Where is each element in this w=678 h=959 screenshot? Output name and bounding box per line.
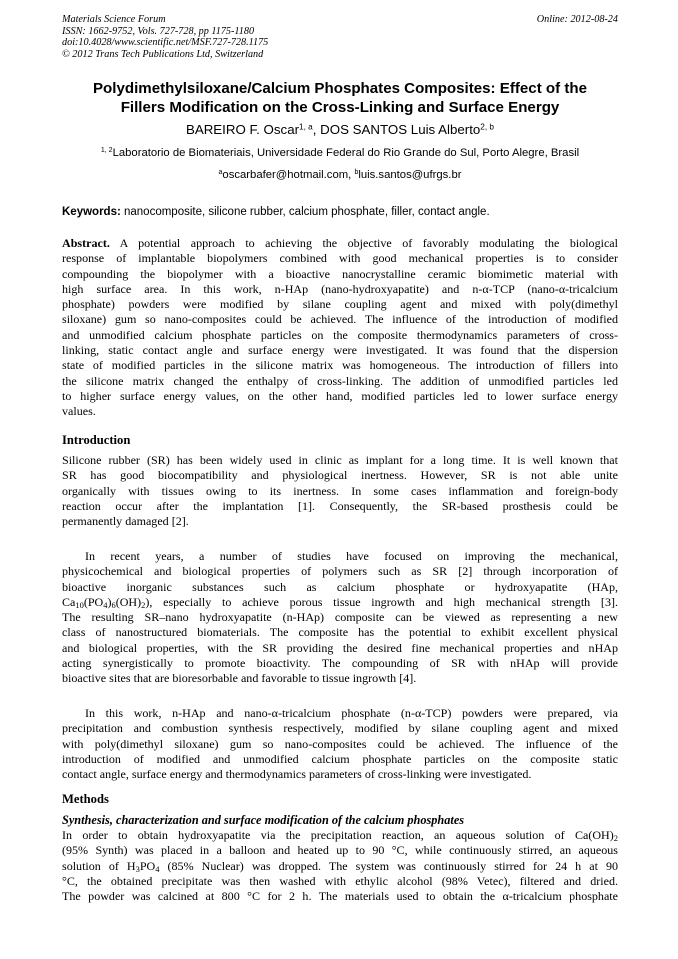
abstract-line: linking, static contact angle and surface energy were investigated. It was found that the dispersion — [62, 343, 618, 358]
author-list — [62, 121, 618, 139]
abstract-line: the silicone matrix changed the enthalpy of cross-linking. The addition of unmodified particles led — [62, 373, 618, 388]
paragraph-line: solution of $H_3PO_4$ (85% Nuclear) was dropped. The system was continuously stirred for 24 h at 90 — [62, 858, 618, 874]
author-1-sup: 1, a — [299, 122, 313, 132]
formula-line: $Ca_{10}(PO_4)_6(OH)_2$), especially to achieve porous tissue ingrowth and high mechanical strength [3]. — [62, 594, 618, 610]
abstract-line: response of implantable biopolymers combined with good mechanical properties is to consider — [62, 251, 618, 266]
abstract-line: Abstract. A potential approach to achieving the objective of favorably modulating the biological — [62, 236, 618, 250]
paragraph-line: and biological properties, with the SR providing the desired fine mechanical properties and nHAp — [62, 640, 618, 655]
abstract-label: Abstract. — [62, 236, 110, 250]
abstract-line: compounding the biopolymer with a bioactive nanocrystalline ceramic biomimetic material with — [62, 266, 618, 281]
paragraph-line: organically with tissues owing to its inertness. In some cases inflammation and foreign-body — [62, 483, 618, 498]
paragraph-line: The powder was calcined at 800 °C for 2 h. The materials used to obtain the α-tricalcium phosphate — [62, 889, 618, 904]
paper-title — [62, 79, 618, 117]
paragraph-line: permanently damaged [2]. — [62, 514, 189, 529]
paragraph-line: In this work, n-HAp and nano-α-tricalcium phosphate (n-α-TCP) powders were prepared, via — [85, 706, 618, 720]
paragraph-line: Silicone rubber (SR) has been widely used in clinic as implant for a long time. It is well known that — [62, 453, 618, 467]
paragraph-line: bioactive sites that are bioresorbable and favorable to tissue ingrowth [4]. — [62, 671, 417, 686]
keywords-label: Keywords: — [62, 206, 121, 218]
paragraph-line: The resulting SR–nano hydroxyapatite (n-HAp) composite can be viewed as representing a new — [62, 610, 618, 625]
email-b-sup: b — [354, 169, 359, 177]
paragraph-line: (95% Synth) was placed in a balloon and heated up to 90 °C, while continuously stirred, an aqueous — [62, 843, 618, 858]
abstract-line: to higher surface energy values, on the other hand, modified particles led to lower surface energy — [62, 388, 618, 403]
keywords-text: nanocomposite, silicone rubber, calcium phosphate, filler, contact angle. — [120, 206, 490, 218]
email-b: luis.santos@ufrgs.br — [358, 169, 462, 181]
journal-header — [62, 14, 618, 60]
abstract-line: high surface area. In this work, n-HAp (nano-hydroxyapatite) and n-α-TCP (nano-α-tricalcium — [62, 281, 618, 296]
abstract-line: siloxane) gum so nano-composites could be achieved. The influence of the introduction of modified — [62, 312, 618, 327]
paragraph-line: physicochemical and biological properties of polymers such as SR [2] through incorporation of — [62, 564, 618, 579]
paragraph-line: SR has good biocompatibility and physiological inertness. However, SR is not able unite — [62, 468, 618, 483]
introduction-paragraph-3 — [62, 706, 618, 782]
paragraph-line: In order to obtain hydroxyapatite via the precipitation reaction, an aqueous solution of $Ca(OH)_2$ — [62, 828, 618, 844]
author-2-sup: 2, b — [480, 122, 495, 132]
introduction-heading: Introduction — [62, 433, 131, 447]
email-a-sup: a — [218, 169, 223, 177]
paragraph-line: °C, the obtained precipitate was then washed with ethylic alcohol (98% Vetec), filtered and dried. — [62, 873, 618, 888]
affiliation — [62, 145, 618, 161]
paragraph-line: with poly(dimethyl siloxane) gum so nano-composites could be achieved. The influence of the — [62, 736, 618, 751]
methods-paragraph — [62, 828, 618, 904]
methods-heading: Methods — [62, 792, 109, 806]
paragraph-line: contact angle, surface energy and thermodynamics parameters of cross-linking were investigated. — [62, 767, 532, 782]
paragraph-line: introduction of modified and unmodified calcium phosphate particles on the composite static — [62, 751, 618, 766]
paragraph-line: In recent years, a number of studies have focused on improving the mechanical, — [85, 549, 618, 563]
online-date: Online: 2012-08-24 — [536, 14, 618, 25]
paragraph-line: acting synergistically to promote bioactivity. The compounding of SR with nHAp will provide — [62, 656, 618, 671]
journal-name: Materials Science Forum — [62, 14, 166, 25]
affiliation-text: Laboratorio de Biomateriais, Universidade Federal do Rio Grande do Sul, Porto Alegre, Brasil — [112, 147, 580, 159]
author-emails — [62, 167, 618, 183]
paragraph-line: bioactive inorganic substances such as calcium phosphate or hydroxyapatite (HAp, — [62, 579, 618, 594]
abstract-line: phosphate) powders were modified by silane coupling agent and mixed with poly(dimethyl — [62, 297, 618, 312]
affiliation-sup: 1, 2 — [100, 147, 113, 155]
keywords — [62, 205, 618, 220]
issn-line: ISSN: 1662-9752, Vols. 727-728, pp 1175-1180 — [62, 25, 255, 37]
abstract — [62, 236, 618, 420]
introduction-paragraph-1 — [62, 453, 618, 529]
copyright-line: © 2012 Trans Tech Publications Ltd, Switzerland — [62, 48, 264, 60]
email-a: oscarbafer@hotmail.com, — [222, 169, 355, 181]
author-2: DOS SANTOS Luis Alberto — [320, 122, 481, 137]
paragraph-line: precipitation and combustion synthesis respectively, modified by silane coupling agent and mixed — [62, 721, 618, 736]
author-1: BAREIRO F. Oscar — [185, 122, 300, 137]
title-line-1: Polydimethylsiloxane/Calcium Phosphates Composites: Effect of the — [92, 80, 587, 97]
doi-line: doi:10.4028/www.scientific.net/MSF.727-728.1175 — [62, 37, 269, 49]
paragraph-line: class of nanostructured biomaterials. The composite has the potential to exhibit excellent physical — [62, 625, 618, 640]
synthesis-subheading: Synthesis, characterization and surface modification of the calcium phosphates — [62, 813, 465, 827]
paragraph-line: reaction occur after the implantation [1]. Consequently, the SR-based prosthesis could be — [62, 498, 618, 513]
author-separator: , — [312, 122, 321, 137]
abstract-line: and unmodified calcium phosphate particles on the composite thermodynamics parameters of cross- — [62, 327, 618, 342]
abstract-line: values. — [62, 404, 96, 419]
introduction-paragraph-2 — [62, 549, 618, 687]
abstract-line: state of modified particles in the silicone matrix was homogeneous. The introduction of fillers into — [62, 358, 618, 373]
title-line-2: Fillers Modification on the Cross-Linking and Surface Energy — [120, 99, 560, 116]
